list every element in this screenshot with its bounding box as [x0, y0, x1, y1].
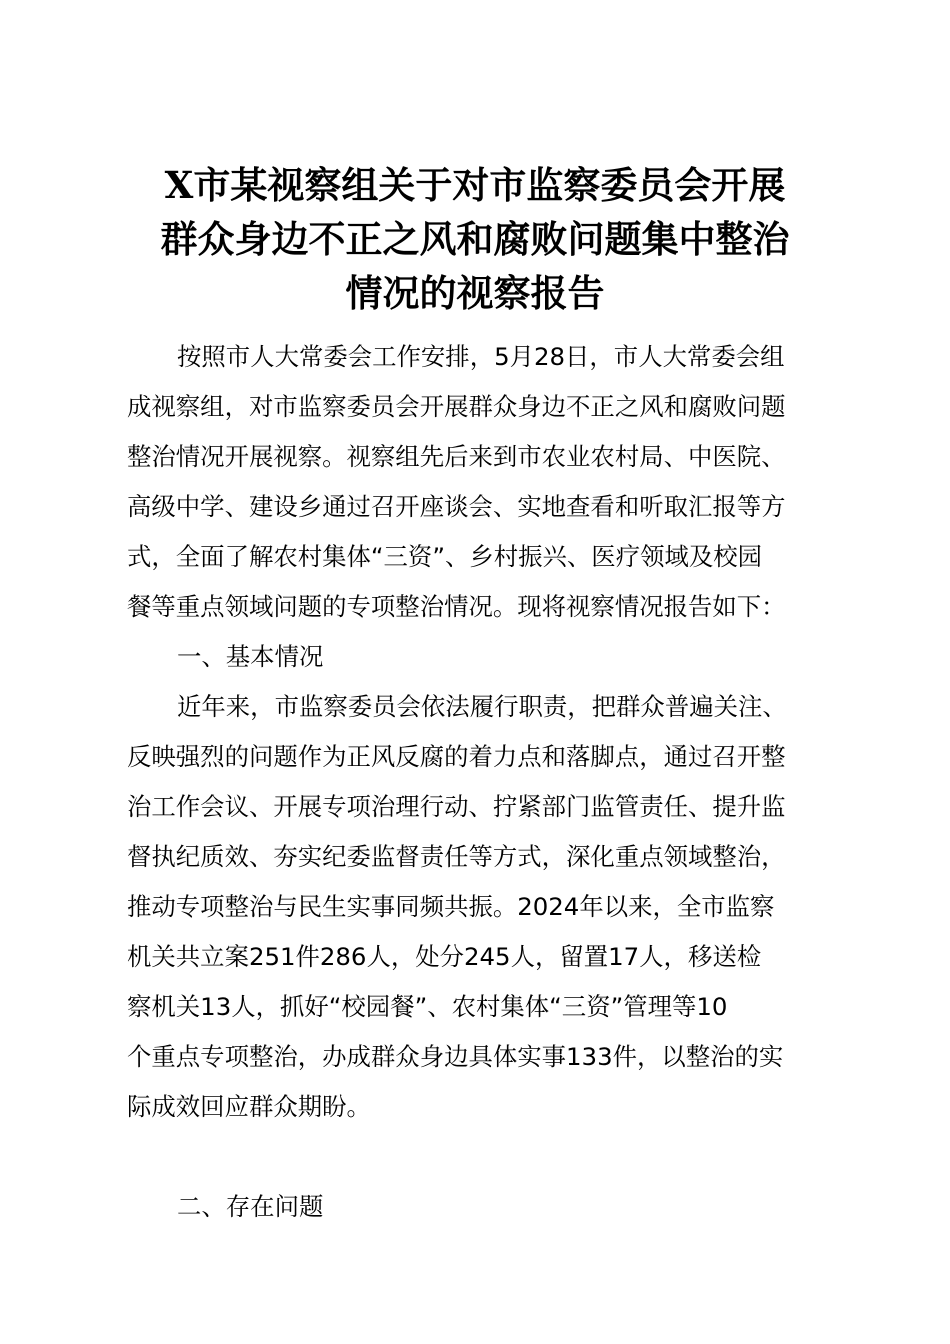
paragraph-line: 督执纪质效、夯实纪委监督责任等方式，深化重点领域整治，: [127, 842, 786, 871]
paragraph-line: 近年来，市监察委员会依法履行职责，把群众普遍关注、: [177, 692, 787, 721]
title-line: 群众身边不正之风和腐败问题集中整治: [160, 217, 790, 261]
paragraph-line: 餐等重点领域问题的专项整治情况。现将视察情况报告如下：: [127, 592, 786, 621]
paragraph-line: 高级中学、建设乡通过召开座谈会、实地查看和听取汇报等方: [127, 492, 786, 521]
section-heading-basic: 一、基本情况: [177, 642, 324, 671]
paragraph-line: 治工作会议、开展专项治理行动、拧紧部门监管责任、提升监: [127, 792, 786, 821]
paragraph-line: 按照市人大常委会工作安排，5月28日，市人大常委会组: [177, 342, 785, 371]
paragraph-line: 成视察组，对市监察委员会开展群众身边不正之风和腐败问题: [127, 392, 786, 421]
paragraph-line: 际成效回应群众期盼。: [127, 1092, 371, 1121]
paragraph-spacer: [127, 1132, 833, 1182]
section1-paragraph: [127, 682, 833, 1132]
paragraph-line: 机关共立案251件286人，处分245人，留置17人，移送检: [127, 942, 762, 971]
intro-paragraph: [127, 332, 833, 632]
paragraph-line: 反映强烈的问题作为正风反腐的着力点和落脚点，通过召开整: [127, 742, 786, 771]
paragraph-line: 式，全面了解农村集体“三资”、乡村振兴、医疗领域及校园: [127, 542, 763, 571]
document-title: [110, 158, 840, 320]
paragraph-line: 推动专项整治与民生实事同频共振。2024年以来，全市监察: [127, 892, 775, 921]
paragraph-line: 整治情况开展视察。视察组先后来到市农业农村局、中医院、: [127, 442, 786, 471]
section-heading-problems: 二、存在问题: [177, 1192, 324, 1221]
document-body: [127, 332, 833, 1232]
paragraph-line: 个重点专项整治，办成群众身边具体实事133件，以整治的实: [127, 1042, 784, 1071]
title-line: 情况的视察报告: [345, 271, 605, 315]
title-line: X市某视察组关于对市监察委员会开展: [164, 163, 786, 207]
paragraph-line: 察机关13人，抓好“校园餐”、农村集体“三资”管理等10: [127, 992, 728, 1021]
